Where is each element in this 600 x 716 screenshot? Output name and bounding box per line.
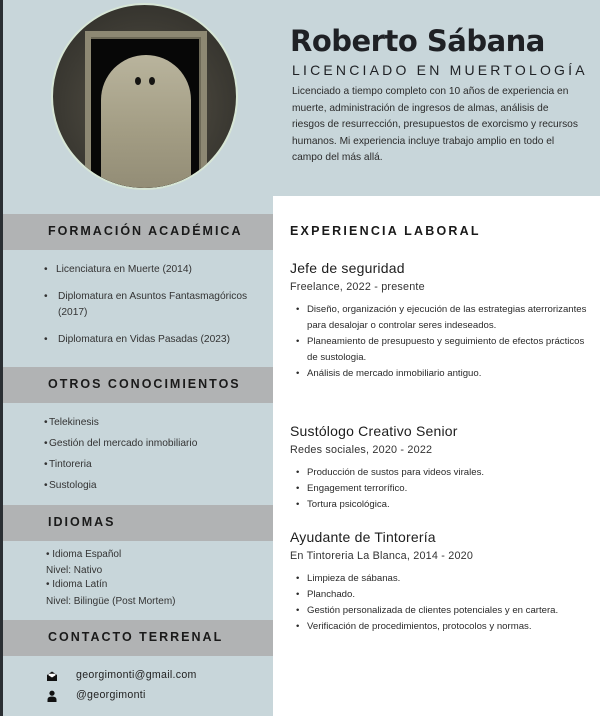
ghost-eye — [149, 77, 155, 85]
language-level: Nivel: Bilingüe (Post Mortem) — [46, 596, 176, 607]
job-bullet: • Limpieza de sábanas. — [307, 571, 590, 587]
skills-header — [3, 367, 273, 403]
ghost-eye — [135, 77, 141, 85]
handle-text: @georgimonti — [76, 689, 146, 701]
job-bullet: • Verificación de procedimientos, protocolos y normas. — [307, 619, 590, 635]
envelope-open-icon — [46, 670, 58, 682]
contact-header — [3, 620, 273, 656]
job-bullet: • Producción de sustos para videos virales. — [307, 465, 590, 481]
user-icon — [46, 690, 58, 702]
experience-title: EXPERIENCIA LABORAL — [290, 224, 481, 238]
profile-photo — [51, 3, 238, 190]
education-item: • Diplomatura en Asuntos Fantasmagóricos (2017) — [44, 289, 264, 321]
experience-panel — [273, 196, 600, 716]
language-level: Nivel: Nativo — [46, 565, 103, 576]
job-bullet: • Planeamiento de presupuesto y seguimiento de efectos prácticos de sustologia. — [307, 334, 590, 366]
job-bullets — [290, 465, 590, 513]
skill-item: • Gestión del mercado inmobiliario — [44, 437, 264, 450]
languages-list — [46, 547, 175, 609]
job-bullet: • Engagement terrorífico. — [307, 481, 590, 497]
language-name: • Idioma Español — [46, 549, 122, 560]
candidate-title: LICENCIADO EN MUERTOLOGÍA — [292, 62, 588, 78]
job-entry — [290, 529, 590, 635]
candidate-name: Roberto Sábana — [290, 24, 545, 58]
email-text: georgimonti@gmail.com — [76, 669, 197, 681]
skills-list — [44, 416, 264, 500]
job-subtitle: En Tintoreria La Blanca, 2014 - 2020 — [290, 550, 474, 562]
language-name: • Idioma Latín — [46, 579, 108, 590]
education-list — [44, 262, 264, 359]
education-item: • Licenciatura en Muerte (2014) — [44, 262, 264, 278]
job-bullet: • Gestión personalizada de clientes potenciales y en cartera. — [307, 603, 590, 619]
photo-ghost — [101, 55, 191, 190]
candidate-summary: Licenciado a tiempo completo con 10 años de experiencia en muerte, administración de ingresos de almas, análisis de riesgos de resurrección, presupuestos de exorcismo y recursos humanos. Mi experiencia incluye trabajo amplio en todo el campo del más allá. — [292, 86, 578, 164]
languages-header — [3, 505, 273, 541]
job-entry — [290, 423, 590, 513]
languages-title: IDIOMAS — [48, 515, 116, 529]
skill-item: • Telekinesis — [44, 416, 264, 429]
education-title: FORMACIÓN ACADÉMICA — [48, 224, 243, 238]
contact-title: CONTACTO TERRENAL — [48, 630, 224, 644]
education-header — [3, 214, 273, 250]
job-subtitle: Redes sociales, 2020 - 2022 — [290, 444, 433, 456]
job-bullet: • Tortura psicológica. — [307, 497, 590, 513]
education-item: • Diplomatura en Vidas Pasadas (2023) — [44, 332, 264, 348]
job-title: Ayudante de Tintorería — [290, 529, 436, 545]
skills-title: OTROS CONOCIMIENTOS — [48, 377, 241, 391]
job-bullet: • Planchado. — [307, 587, 590, 603]
job-title: Jefe de seguridad — [290, 260, 405, 276]
job-bullets — [290, 571, 590, 635]
page-edge — [0, 0, 3, 716]
skill-item: • Tintoreria — [44, 458, 264, 471]
job-subtitle: Freelance, 2022 - presente — [290, 281, 425, 293]
job-entry — [290, 260, 590, 382]
job-bullets — [290, 302, 590, 382]
job-bullet: • Diseño, organización y ejecución de las estrategias aterrorizantes para desalojar o controlar seres indeseados. — [307, 302, 590, 334]
job-title: Sustólogo Creativo Senior — [290, 423, 458, 439]
job-bullet: • Análisis de mercado inmobiliario antiguo. — [307, 366, 590, 382]
skill-item: • Sustologia — [44, 479, 264, 492]
